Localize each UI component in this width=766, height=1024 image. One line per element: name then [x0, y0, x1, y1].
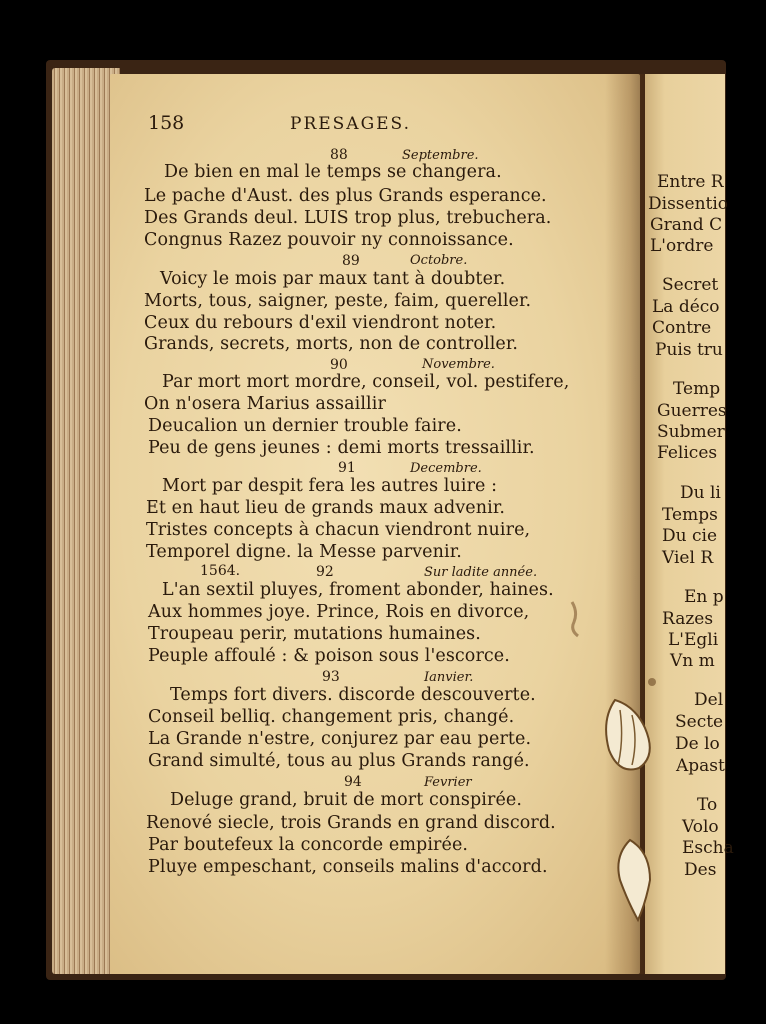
- verse-line: Morts, tous, saigner, peste, faim, quereller.: [144, 291, 532, 311]
- right-page-line: La déco: [652, 297, 720, 317]
- right-page-line: Dissentio: [648, 194, 729, 214]
- right-page-line: Felices: [657, 443, 718, 463]
- verse-line: Voicy le mois par maux tant à doubter.: [160, 269, 506, 289]
- verse-line: Tristes concepts à chacun viendront nuire,: [146, 520, 531, 540]
- stanza-number: 90: [330, 357, 348, 373]
- paper-damage: [560, 590, 670, 930]
- verse-line: Congnus Razez pouvoir ny connoissance.: [144, 230, 514, 250]
- stanza-month: Novembre.: [422, 357, 495, 372]
- stanza-month: Fevrier: [424, 775, 472, 790]
- stanza-month: Ianvier.: [424, 670, 474, 685]
- stanza-month: Sur ladite année.: [424, 565, 538, 580]
- page-number: 158: [148, 112, 185, 134]
- verse-line: Aux hommes joye. Prince, Rois en divorce,: [148, 602, 530, 622]
- stanza-number: 88: [330, 147, 348, 163]
- right-page-line: Secret: [662, 275, 719, 295]
- verse-line: Ceux du rebours d'exil viendront noter.: [144, 313, 497, 333]
- verse-line: Temporel digne. la Messe parvenir.: [146, 542, 462, 562]
- verse-line: Deucalion un dernier trouble faire.: [148, 416, 462, 436]
- verse-line: Par boutefeux la concorde empirée.: [148, 835, 469, 855]
- stanza-number: 92: [316, 564, 334, 580]
- stanza-month: Octobre.: [410, 253, 468, 268]
- verse-line: On n'osera Marius assaillir: [144, 394, 386, 414]
- verse-line: La Grande n'estre, conjurez par eau perte.: [148, 729, 532, 749]
- right-page-line: En p: [684, 587, 724, 607]
- right-page-line: Entre R: [657, 172, 724, 192]
- stanza-number: 94: [344, 774, 362, 790]
- right-page-line: Volo: [682, 817, 719, 837]
- stanza-month: Decembre.: [410, 461, 482, 476]
- verse-line: Deluge grand, bruit de mort conspirée.: [170, 790, 523, 810]
- verse-line: Temps fort divers. discorde descouverte.: [170, 685, 536, 705]
- verse-line: Conseil belliq. changement pris, changé.: [148, 707, 515, 727]
- right-page-line: Submer: [657, 422, 725, 442]
- verse-line: Peuple affoulé : & poison sous l'escorce.: [148, 646, 510, 666]
- right-page-line: Contre: [652, 318, 712, 338]
- right-page-line: Escha: [682, 838, 734, 858]
- right-page-line: Viel R: [662, 548, 714, 568]
- right-page-line: Du cie: [662, 526, 718, 546]
- stanza-number: 89: [342, 253, 360, 269]
- right-page-line: Grand C: [650, 215, 723, 235]
- right-page-line: Apast: [676, 756, 725, 776]
- stanza-year: 1564.: [200, 563, 241, 579]
- verse-line: Le pache d'Aust. des plus Grands esperance.: [144, 186, 547, 206]
- right-page-line: Razes: [662, 609, 714, 629]
- verse-line: L'an sextil pluyes, froment abonder, haines.: [162, 580, 554, 600]
- verse-line: De bien en mal le temps se changera.: [164, 162, 502, 182]
- stanza-number: 93: [322, 669, 340, 685]
- right-page-line: Temps: [662, 505, 718, 525]
- verse-line: Peu de gens jeunes : demi morts tressaillir.: [148, 438, 535, 458]
- right-page-line: Puis tru: [655, 340, 723, 360]
- stanza-month: Septembre.: [402, 148, 479, 163]
- verse-line: Par mort mort mordre, conseil, vol. pestifere,: [162, 372, 570, 392]
- verse-line: Et en haut lieu de grands maux advenir.: [146, 498, 506, 518]
- right-page-line: Vn m: [670, 651, 715, 671]
- running-title: PRESAGES.: [290, 114, 412, 134]
- verse-line: Pluye empeschant, conseils malins d'accord.: [148, 857, 548, 877]
- verse-line: Grands, secrets, morts, non de controller.: [144, 334, 519, 354]
- right-page-line: L'Egli: [668, 630, 719, 650]
- right-page-line: Temp: [673, 379, 721, 399]
- right-page-line: Des: [684, 860, 717, 880]
- right-page-line: L'ordre: [650, 236, 714, 256]
- verse-line: Des Grands deul. LUIS trop plus, trebuchera.: [144, 208, 552, 228]
- verse-line: Mort par despit fera les autres luire :: [162, 476, 498, 496]
- verse-line: Grand simulté, tous au plus Grands rangé.: [148, 751, 530, 771]
- right-page-line: To: [697, 795, 718, 815]
- right-page-line: Secte: [675, 712, 724, 732]
- right-page-line: Del: [694, 690, 724, 710]
- right-page-line: De lo: [675, 734, 720, 754]
- stanza-number: 91: [338, 460, 356, 476]
- right-page-line: Du li: [680, 483, 721, 503]
- right-page-line: Guerres: [657, 401, 727, 421]
- verse-line: Renové siecle, trois Grands en grand discord.: [146, 813, 556, 833]
- verse-line: Troupeau perir, mutations humaines.: [148, 624, 481, 644]
